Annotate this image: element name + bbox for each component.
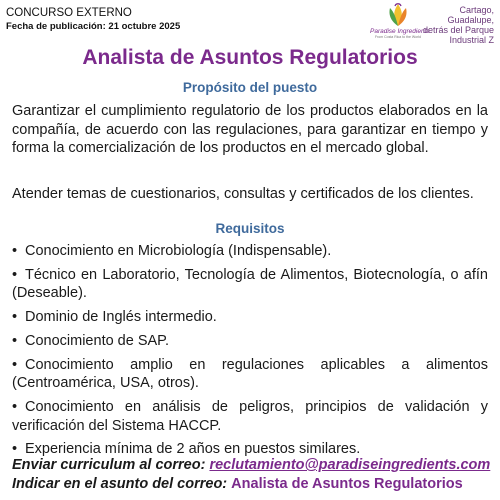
requirement-text: Conocimiento de SAP. — [25, 332, 170, 349]
purpose-paragraph: Atender temas de cuestionarios, consultas y certificados de los clientes. — [12, 186, 474, 202]
job-title: Analista de Asuntos Regulatorios — [82, 46, 418, 69]
bullet: • — [12, 398, 18, 415]
list-item — [12, 398, 488, 435]
bullet: • — [12, 332, 18, 349]
flower-drop-logo-icon — [384, 2, 412, 28]
requirement-text: Conocimiento en análisis de peligros, principios de validación y verificación del Sistema HACCP. — [12, 398, 488, 434]
requirement-text: Dominio de Inglés intermedio. — [25, 309, 217, 326]
list-item — [12, 266, 488, 303]
bullet: • — [12, 309, 18, 326]
bullet: • — [12, 266, 18, 283]
company-logo — [370, 2, 430, 40]
subject-value: Analista de Asuntos Regulatorios — [231, 476, 463, 492]
requirement-text: Experiencia mínima de 2 años en puestos similares. — [25, 441, 361, 458]
subject-instruction — [12, 476, 500, 492]
requirements-list — [12, 242, 488, 464]
list-item — [12, 308, 488, 327]
logo-tagline: From Costa Rica to the World — [374, 35, 422, 39]
email-label: Enviar curriculum al correo: — [12, 457, 206, 473]
location-address: Cartago, Guadalupe, detrás del Parque Industrial Z — [422, 5, 494, 45]
header-info — [6, 7, 180, 33]
logo-name: Paradise Ingredients — [370, 28, 430, 35]
requirement-text: Conocimiento en Microbiología (Indispensable). — [25, 243, 332, 259]
subject-label: Indicar en el asunto del correo: — [12, 476, 228, 492]
requirement-text: Conocimiento amplio en regulaciones aplicables a alimentos (Centroamérica, USA, otros). — [12, 356, 488, 392]
bullet: • — [12, 243, 18, 259]
requirements-heading: Requisitos — [215, 221, 285, 236]
bullet: • — [12, 356, 18, 373]
publication-date: Fecha de publicación: 21 octubre 2025 — [6, 21, 181, 32]
contest-type-label: CONCURSO EXTERNO — [6, 7, 132, 19]
email-instruction — [12, 457, 500, 473]
bullet: • — [12, 441, 18, 458]
list-item — [12, 242, 488, 261]
list-item — [12, 332, 488, 351]
list-item — [12, 356, 488, 393]
requirement-text: Técnico en Laboratorio, Tecnología de Alimentos, Biotecnología, o afín (Deseable). — [12, 266, 488, 302]
email-link[interactable]: reclutamiento@paradiseingredients.com — [209, 457, 491, 473]
purpose-paragraph: Garantizar el cumplimiento regulatorio de los productos elaborados en la compañía, de acuerdo con las regulaciones, para garantizar en tiempo y forma la comercialización de los productos en el mercado global. — [12, 103, 488, 157]
purpose-heading: Propósito del puesto — [182, 80, 318, 95]
